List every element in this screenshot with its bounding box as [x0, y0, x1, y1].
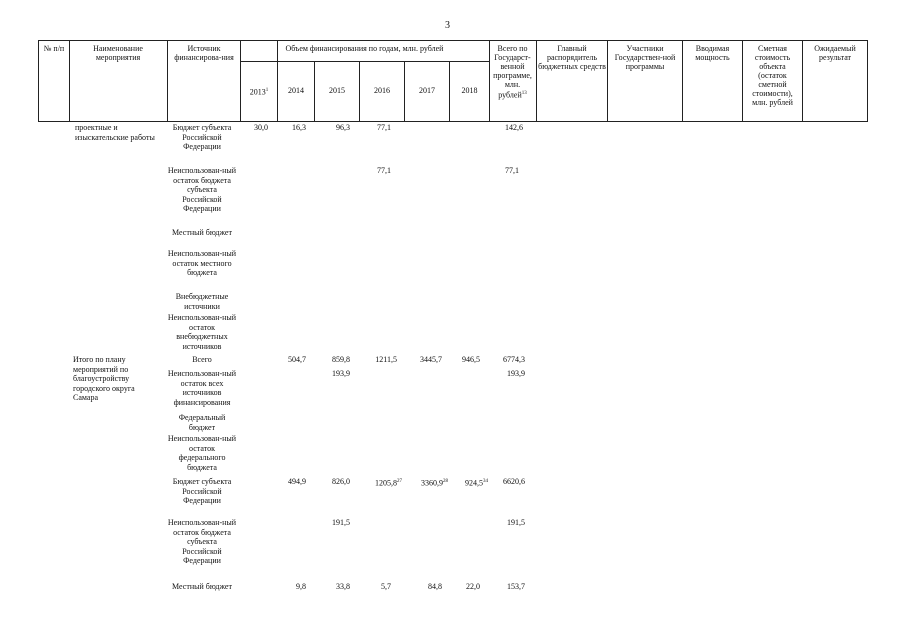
- header-name: Наименование мероприятия: [93, 44, 143, 62]
- value-cell: 924,5$^{34}$: [465, 478, 488, 488]
- value-cell: 153,7: [507, 582, 525, 591]
- design-works-name: проектные и изыскательские работы: [75, 123, 155, 142]
- value-cell: 1205,8$^{27}$: [375, 478, 402, 488]
- source-label: Неиспользован-ный остаток внебюджетных источников: [167, 313, 237, 351]
- value-cell: 859,8: [332, 355, 350, 364]
- source-label: Неиспользован-ный остаток бюджета субъекта Российской Федерации: [167, 166, 237, 213]
- value-cell: 96,3: [336, 123, 350, 132]
- value-cell: 1211,5: [375, 355, 397, 364]
- value-cell: 33,8: [336, 582, 350, 591]
- header-year-2015: 2015: [329, 86, 345, 95]
- header-year-2018: 2018: [461, 86, 478, 95]
- value-cell: 3445,7: [420, 355, 442, 364]
- value-cell: 84,8: [428, 582, 442, 591]
- header-manager: Главный распорядитель бюджетных средств: [538, 44, 606, 71]
- value-cell: 30,0: [254, 123, 268, 132]
- value-cell: 9,8: [296, 582, 306, 591]
- value-cell: 5,7: [381, 582, 391, 591]
- value-cell: 191,5: [332, 518, 350, 527]
- value-cell: 6620,6: [503, 477, 525, 486]
- value-cell: 193,9: [332, 369, 350, 378]
- source-label: Внебюджетные источники: [175, 292, 229, 311]
- header-source: Источник финансирова-ния: [174, 44, 234, 62]
- header-no: № п/п: [43, 44, 65, 53]
- header-table: [38, 40, 868, 122]
- value-cell: 191,5: [507, 518, 525, 527]
- value-cell: 16,3: [292, 123, 306, 132]
- header-year-2013: 2013$^1$: [249, 87, 269, 97]
- value-cell: 6774,3: [503, 355, 525, 364]
- value-cell: 946,5: [462, 355, 480, 364]
- value-cell: 494,9: [288, 477, 306, 486]
- value-cell: 22,0: [466, 582, 480, 591]
- page-number: 3: [445, 20, 450, 31]
- header-year-2014: 2014: [288, 86, 304, 95]
- source-label: Бюджет субъекта Российской Федерации: [172, 123, 232, 151]
- source-label: Местный бюджет: [172, 582, 232, 591]
- source-label: Всего: [192, 355, 212, 364]
- source-label: Неиспользован-ный остаток бюджета субъекта Российской Федерации: [167, 518, 237, 565]
- header-result: Ожидаемый результат: [814, 44, 856, 62]
- value-cell: 77,1: [505, 166, 519, 175]
- value-cell: 826,0: [332, 477, 350, 486]
- value-cell: 504,7: [288, 355, 306, 364]
- header-year-2016: 2016: [374, 86, 390, 95]
- source-label: Бюджет субъекта Российской Федерации: [172, 477, 232, 505]
- header-participants: Участники Государствен-ной программы: [614, 44, 676, 71]
- value-cell: 77,1: [377, 123, 391, 132]
- header-funding-group: Объем финансирования по годам, млн. рублей: [285, 44, 444, 53]
- value-cell: 193,9: [507, 369, 525, 378]
- source-label: Местный бюджет: [172, 228, 232, 237]
- header-cost: Сметная стоимость объекта (остаток сметной стоимости), млн. рублей: [752, 44, 793, 107]
- header-capacity: Вводимая мощность: [695, 44, 730, 62]
- value-cell: 3360,9$^{28}$: [421, 478, 448, 488]
- header-total: Всего по Государст-венной программе, млн. рублей$^{13}$: [493, 44, 532, 100]
- total-plan-name: Итого по плану мероприятий по благоустройству городского округа Самара: [73, 355, 135, 402]
- value-cell: 142,6: [505, 123, 523, 132]
- header-year-2017: 2017: [419, 86, 435, 95]
- source-label: Федеральный бюджет: [178, 413, 226, 432]
- value-cell: 77,1: [377, 166, 391, 175]
- source-label: Неиспользован-ный остаток всех источников финансирования: [167, 369, 237, 407]
- source-label: Неиспользован-ный остаток федерального бюджета: [167, 434, 237, 472]
- source-label: Неиспользован-ный остаток местного бюджета: [167, 249, 237, 277]
